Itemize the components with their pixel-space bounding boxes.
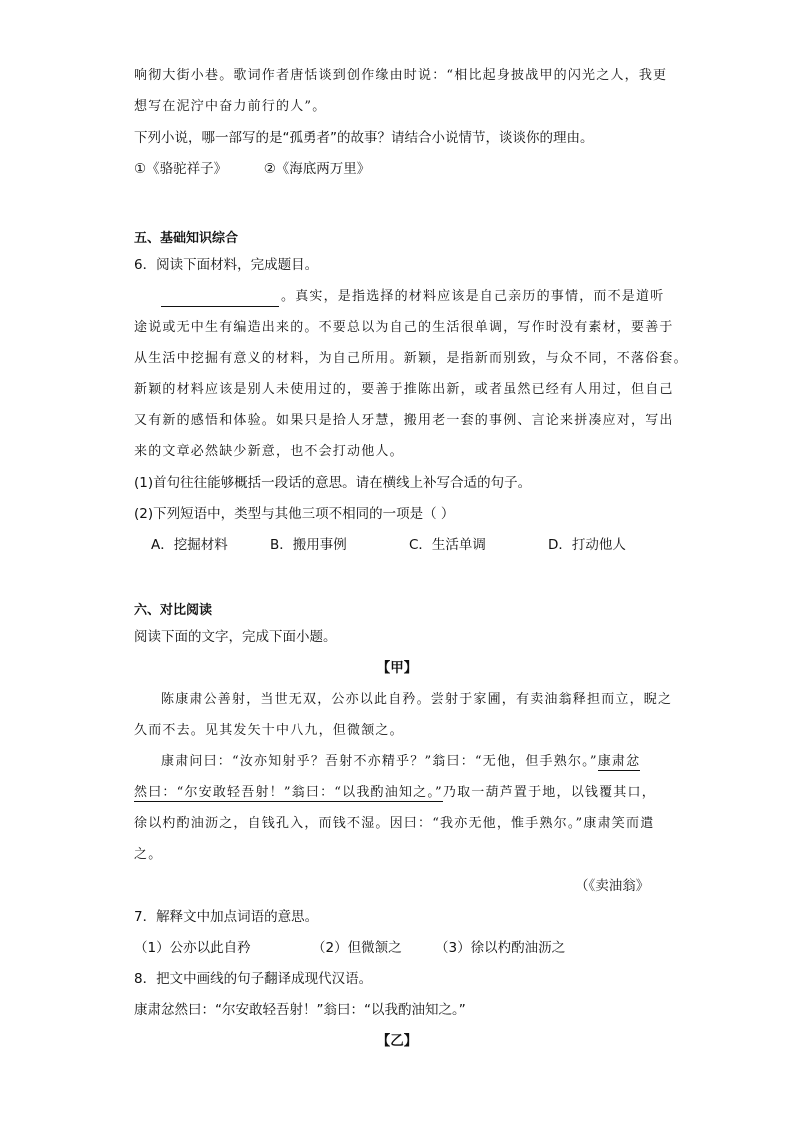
choice-a: A．挖掘材料 <box>151 537 228 553</box>
text-label-jia: 【甲】 <box>376 660 418 676</box>
passage-line: 。真实，是指选择的材料应该是自己亲历的事情，而不是道听 <box>161 287 664 307</box>
question-7-item-1: （1）公亦以此自矜 <box>134 940 251 956</box>
passage-line: 又有新的感悟和体验。如果只是拾人牙慧，搬用老一套的事例、言论来拼凑应对，写出 <box>134 413 674 428</box>
question-7-item-2: （2）但微颔之 <box>312 940 402 956</box>
passage-line: 来的文章必然缺少新意，也不会打动他人。 <box>134 444 404 459</box>
classical-text-line: 之。 <box>134 847 163 862</box>
question-6: 6．阅读下面材料，完成题目。 <box>134 257 319 273</box>
option-2: ②《海底两万里》 <box>263 161 371 177</box>
sub-question-2: (2)下列短语中，类型与其他三项不相同的一项是（ ） <box>134 506 455 522</box>
passage-line: 响彻大街小巷。歌词作者唐恬谈到创作缘由时说：“相比起身披战甲的闪光之人，我更 <box>134 68 668 83</box>
answer-blank[interactable] <box>161 293 279 307</box>
classical-text-line: 康肃问曰：“汝亦知射乎？吾射不亦精乎？”翁曰：“无他，但手熟尔。”康肃忿 <box>161 754 641 769</box>
translation-sentence: 康肃忿然曰：“尔安敢轻吾射！”翁曰：“以我酌油知之。” <box>134 1002 466 1018</box>
classical-text-line: 然曰：“尔安敢轻吾射！”翁曰：“以我酌油知之。”乃取一葫芦置于地，以钱覆其口， <box>134 785 656 800</box>
underlined-sentence: 然曰：“尔安敢轻吾射！”翁曰：“以我酌油知之。” <box>134 785 443 800</box>
passage-line: 新颖的材料应该是别人未使用过的，要善于推陈出新，或者虽然已经有人用过，但自己 <box>134 382 674 397</box>
text-label-yi: 【乙】 <box>376 1033 418 1049</box>
underlined-sentence: 康肃忿 <box>597 754 641 769</box>
section-heading-6: 六、对比阅读 <box>134 603 213 618</box>
passage-line: 想写在泥泞中奋力前行的人”。 <box>134 99 327 114</box>
question-8: 8．把文中画线的句子翻译成现代汉语。 <box>134 971 373 987</box>
choice-d: D．打动他人 <box>548 537 626 553</box>
novel-options <box>134 159 370 179</box>
passage-line: 途说或无中生有编造出来的。不要总以为自己的生活很单调，写作时没有素材，要善于 <box>134 320 674 335</box>
classical-text-line: 久而不去。见其发矢十中八九，但微颔之。 <box>134 723 404 738</box>
reading-intro: 阅读下面的文字，完成下面小题。 <box>134 629 337 645</box>
section-heading-5: 五、基础知识综合 <box>134 231 239 246</box>
text-source: （《卖油翁》 <box>575 878 650 894</box>
classical-text-line: 徐以杓酌油沥之，自钱孔入，而钱不湿。因曰：“我亦无他，惟手熟尔。”康肃笑而遣 <box>134 816 655 831</box>
choice-b: B．搬用事例 <box>270 537 347 553</box>
question-7-item-3: （3）徐以杓酌油沥之 <box>435 940 566 956</box>
question-7: 7．解释文中加点词语的意思。 <box>134 909 319 925</box>
classical-text-line: 陈康肃公善射，当世无双，公亦以此自矜。尝射于家圃，有卖油翁释担而立，睨之 <box>161 692 673 707</box>
choice-c: C．生活单调 <box>409 537 486 553</box>
passage-line: 从生活中挖掘有意义的材料，为自己所用。新颖，是指新而别致，与众不同，不落俗套。 <box>134 351 688 366</box>
option-1: ①《骆驼祥子》 <box>134 161 228 177</box>
question-text: 下列小说，哪一部写的是“孤勇者”的故事？请结合小说情节，谈谈你的理由。 <box>134 130 594 146</box>
sub-question-1: (1)首句往往能够概括一段话的意思。请在横线上补写合适的句子。 <box>134 475 532 491</box>
